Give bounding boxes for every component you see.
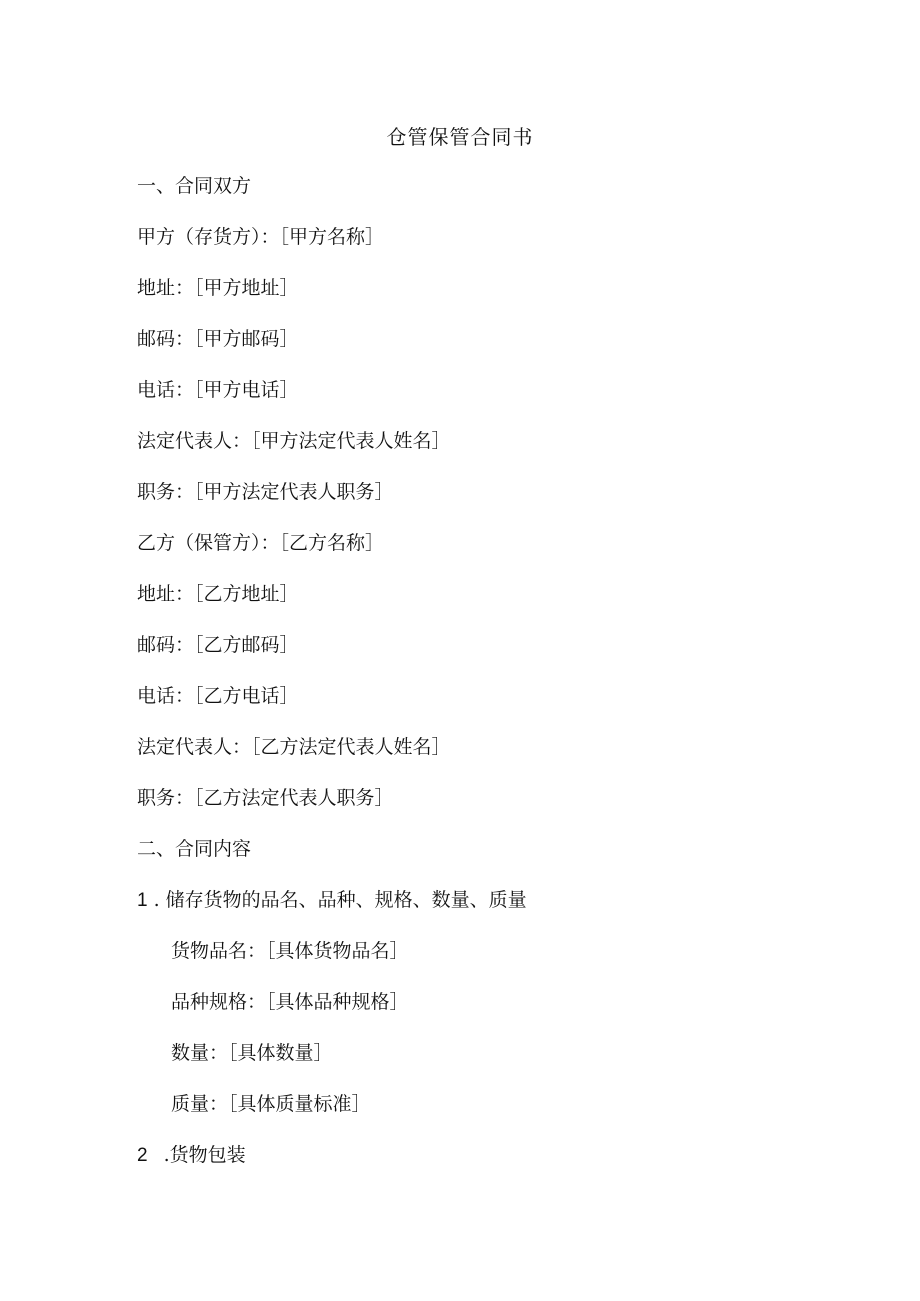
party-b-address: 地址：［乙方地址］ <box>137 583 299 605</box>
party-a-postcode: 邮码：［甲方邮码］ <box>137 328 299 350</box>
item-1-text: . 储存货物的品名、品种、规格、数量、质量 <box>153 889 527 911</box>
party-b-postcode: 邮码：［乙方邮码］ <box>137 634 299 656</box>
party-b-name: 乙方（保管方）：［乙方名称］ <box>137 532 385 554</box>
party-b-phone: 电话：［乙方电话］ <box>137 685 299 707</box>
item-1-number: 1 <box>137 890 148 911</box>
party-b-legal-rep: 法定代表人：［乙方法定代表人姓名］ <box>137 736 451 758</box>
party-a-address: 地址：［甲方地址］ <box>137 277 299 299</box>
party-b-rep-title: 职务：［乙方法定代表人职务］ <box>137 787 394 809</box>
goods-name-line: 货物品名：［具体货物品名］ <box>171 940 409 962</box>
item-2-number: 2 <box>137 1145 148 1166</box>
document-body <box>137 171 837 1191</box>
section-heading-parties: 一、合同双方 <box>137 175 252 197</box>
quantity-line: 数量：［具体数量］ <box>171 1042 333 1064</box>
document-title: 仓管保管合同书 <box>386 125 534 149</box>
item-1-heading <box>137 885 837 936</box>
item-2-text: .货物包装 <box>163 1144 246 1166</box>
party-a-name: 甲方（存货方）：［甲方名称］ <box>137 226 385 248</box>
variety-spec-line: 品种规格：［具体品种规格］ <box>171 991 409 1013</box>
item-2-heading <box>137 1140 837 1191</box>
section-heading-content: 二、合同内容 <box>137 838 252 860</box>
quality-line: 质量：［具体质量标准］ <box>171 1093 371 1115</box>
party-a-phone: 电话：［甲方电话］ <box>137 379 299 401</box>
party-a-rep-title: 职务：［甲方法定代表人职务］ <box>137 481 394 503</box>
party-a-legal-rep: 法定代表人：［甲方法定代表人姓名］ <box>137 430 451 452</box>
